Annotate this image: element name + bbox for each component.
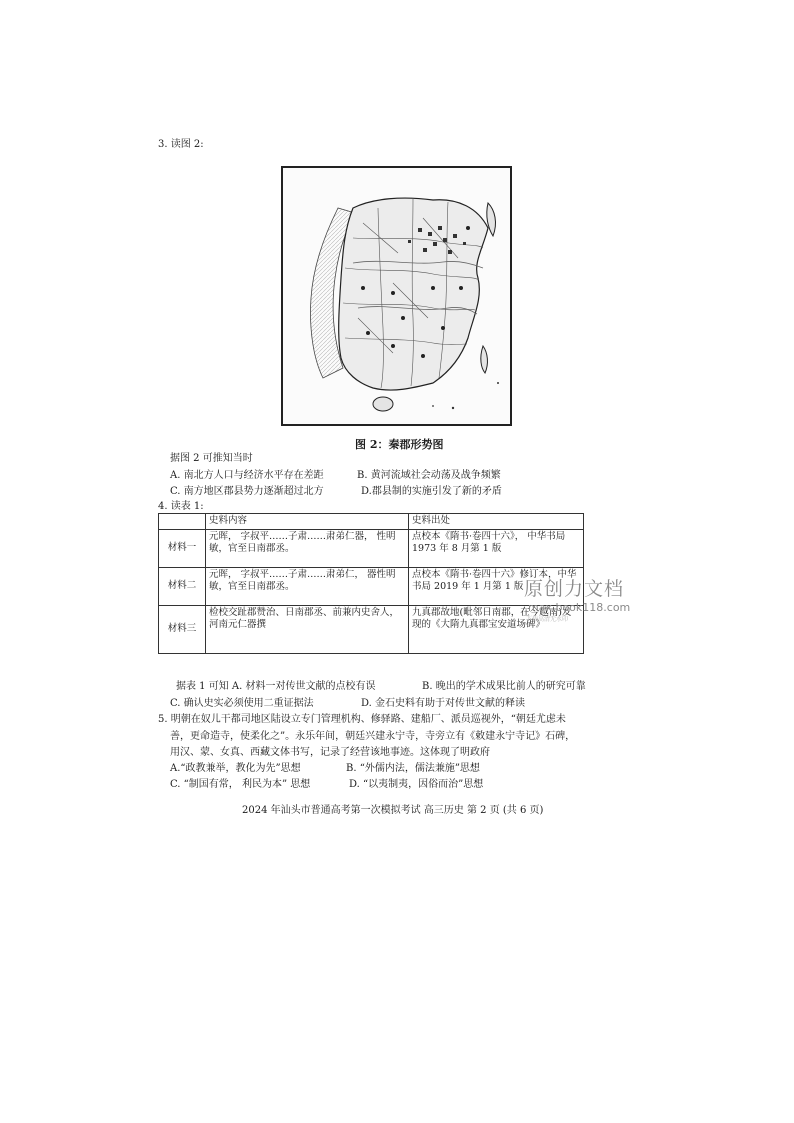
row-label: 材料三	[159, 605, 206, 653]
q4-stem-option-a: 据表 1 可知 A. 材料一对传世文献的点校有误	[176, 681, 376, 692]
q5-option-c: C. “制国有常， 利民为本” 思想	[170, 779, 311, 790]
map-caption: 图 2：秦郡形势图	[355, 438, 444, 451]
q4-heading: 4. 读表 1:	[158, 501, 204, 512]
q5-option-d: D. “以夷制夷，因俗而治”思想	[349, 779, 484, 790]
row-source: 点校本《隋书·卷四十六》修订本，中华书局 2019 年 1 月第 1 版	[409, 567, 584, 605]
page-footer: 2024 年汕头市普通高考第一次模拟考试 高三历史 第 2 页 (共 6 页)	[242, 805, 544, 816]
table-header-content: 史料内容	[206, 514, 409, 530]
q3-stem: 据图 2 可推知当时	[170, 453, 253, 464]
q5-option-a: A.“政教兼举，教化为先”思想	[170, 763, 301, 774]
q5-option-b: B. “外儒内法，儒法兼施”思想	[346, 763, 480, 774]
q3-heading: 3. 读图 2:	[158, 139, 204, 150]
table-1-sources	[158, 513, 584, 654]
watermark-url: max.book118.com	[528, 601, 631, 614]
row-content: 元晖， 字叔平……子肃……肃弟仁器， 性明敏，官至日南郡丞。	[206, 529, 409, 567]
row-label: 材料二	[159, 567, 206, 605]
table-row	[159, 529, 584, 567]
q5-line-2: 善，更命造寺，使柔化之”。永乐年间，朝廷兴建永宁寺，寺旁立有《敕建永宁寺记》石碑，	[170, 731, 576, 742]
q3-option-d: D.郡县制的实施引发了新的矛盾	[361, 486, 502, 497]
q3-option-c: C. 南方地区郡县势力逐渐超过北方	[170, 486, 324, 497]
watermark-note: 下载高清无水印	[526, 616, 569, 623]
table-header-blank	[159, 514, 206, 530]
q4-option-d: D. 金石史料有助于对传世文献的释读	[361, 698, 526, 709]
row-source: 点校本《隋书·卷四十六》， 中华书局 1973 年 8 月第 1 版	[409, 529, 584, 567]
q5-line-3: 用汉、蒙、女真、西藏文体书写，记录了经营该地事迹。这体现了明政府	[170, 747, 490, 758]
q3-option-a: A. 南北方人口与经济水平存在差距	[170, 470, 324, 481]
map-image	[283, 168, 510, 424]
q5-line-1: 5. 明朝在奴儿干都司地区陆设立专门管理机构、修驿路、建船厂、派员巡视外，“朝廷尤虑未	[158, 714, 566, 725]
row-source: 九真郡故地(毗邻日南郡，在今越南)发现的《大隋九真郡宝安道场碑》	[409, 605, 584, 653]
row-content: 检校交趾郡赞治、日南郡丞、前兼内史舍人，河南元仁器撰	[206, 605, 409, 653]
watermark-title: 原创力文档	[524, 578, 625, 600]
q4-option-b: B. 晚出的学术成果比前人的研究可靠	[422, 681, 586, 692]
table-header-source: 史料出处	[409, 514, 584, 530]
watermark	[524, 574, 630, 623]
row-content: 元晖， 字叔平……子肃……肃弟仁， 器性明敏，官至日南郡丞。	[206, 567, 409, 605]
q4-option-c: C. 确认史实必须使用二重证据法	[170, 698, 314, 709]
row-label: 材料一	[159, 529, 206, 567]
q3-option-b: B. 黄河流域社会动荡及战争频繁	[357, 470, 501, 481]
table-row	[159, 605, 584, 653]
table-header-row	[159, 514, 584, 530]
table-row	[159, 567, 584, 605]
qin-commanderies-map	[281, 166, 512, 426]
